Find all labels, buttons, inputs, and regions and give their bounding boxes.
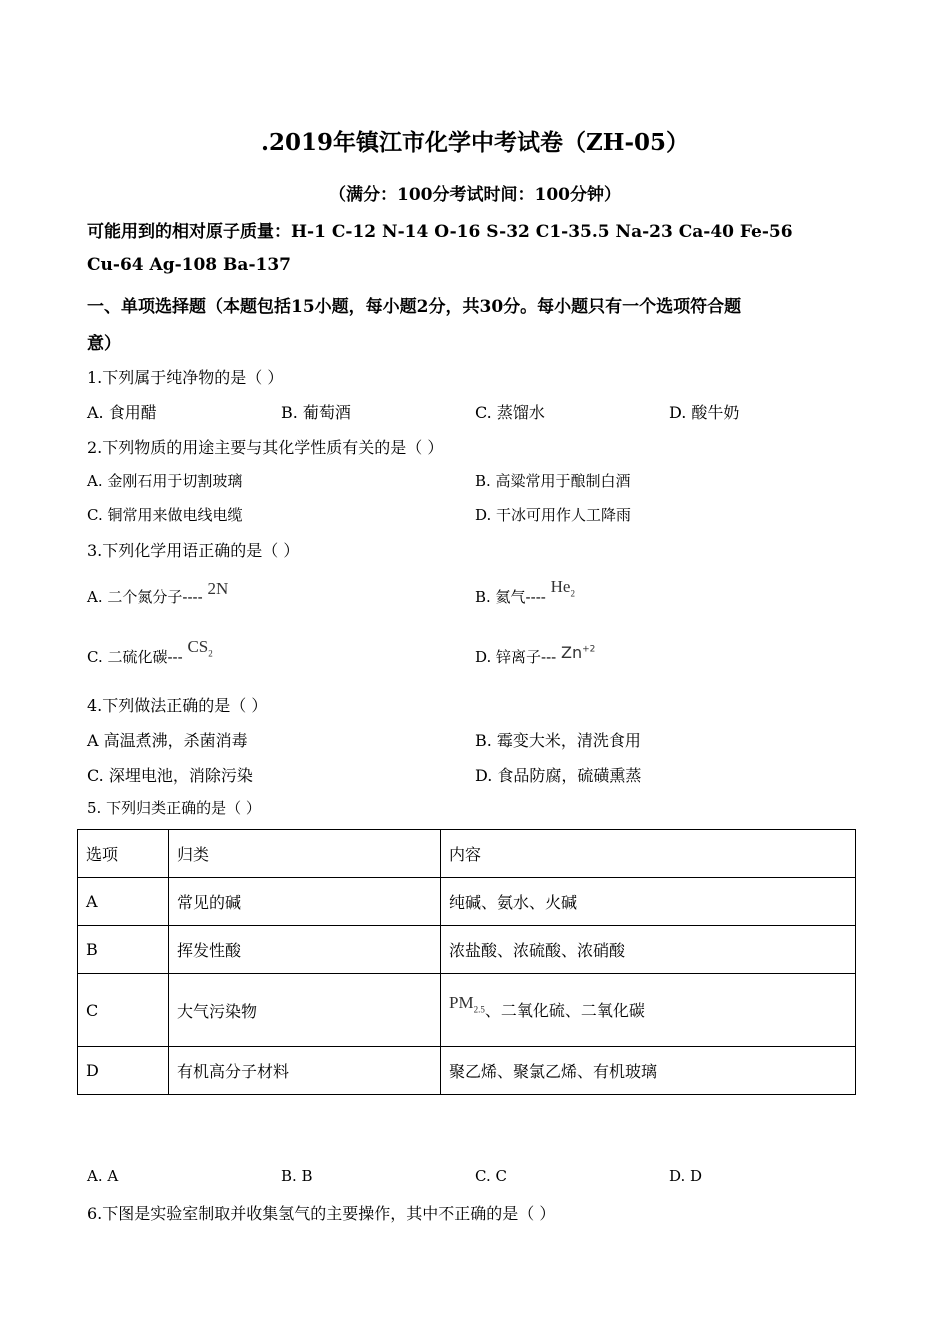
question-1-stem: 1.下列属于纯净物的是（ ） — [87, 368, 284, 387]
q3-option-d-text: D. 锌离子--- — [475, 648, 557, 666]
q3-option-c — [87, 637, 213, 668]
table-header-row — [78, 830, 856, 878]
q3-option-c-text: C. 二硫化碳--- — [87, 648, 183, 666]
table-row — [78, 974, 856, 1047]
table-cell: A — [78, 878, 169, 926]
atomic-masses-line2: Cu-64 Ag-108 Ba-137 — [87, 255, 291, 275]
q3-option-d-formula — [561, 643, 595, 662]
table-row — [78, 1047, 856, 1095]
page-title: .2019年镇江市化学中考试卷（ZH-05） — [260, 129, 690, 156]
table-cell: 挥发性酸 — [169, 926, 441, 974]
q2-option-c: C. 铜常用来做电线电缆 — [87, 506, 243, 524]
q3-option-a-formula: 2N — [207, 579, 229, 598]
table-cell: 大气污染物 — [169, 974, 441, 1047]
table-cell: 纯碱、氨水、火碱 — [441, 878, 856, 926]
question-6-stem: 6.下图是实验室制取并收集氢气的主要操作，其中不正确的是（ ） — [87, 1204, 556, 1223]
table-cell — [441, 974, 856, 1047]
q3-option-c-formula — [187, 637, 212, 658]
q5-option-a: A. A — [87, 1167, 119, 1185]
q3-option-d — [475, 643, 596, 667]
pm-formula-main: PM — [449, 992, 474, 1012]
question-2-stem: 2.下列物质的用途主要与其化学性质有关的是（ ） — [87, 438, 444, 457]
table-header-cell: 内容 — [441, 830, 856, 878]
q4-option-c: C. 深埋电池，消除污染 — [87, 766, 253, 785]
q2-option-d: D. 干冰可用作人工降雨 — [475, 506, 632, 524]
table-header-cell: 归类 — [169, 830, 441, 878]
q4-option-a: A 高温煮沸，杀菌消毒 — [87, 731, 248, 750]
q5-option-b: B. B — [281, 1167, 313, 1185]
q4-option-b: B. 霉变大米，清洗食用 — [475, 731, 641, 750]
atomic-masses-line1: 可能用到的相对原子质量：H-1 C-12 N-14 O-16 S-32 C1-35.5 Na-23 Ca-40 Fe-56 — [87, 222, 793, 242]
q2-option-b: B. 高粱常用于酿制白酒 — [475, 472, 631, 490]
q3-c-formula-sub: 2 — [208, 648, 213, 659]
table-cell: 聚乙烯、聚氯乙烯、有机玻璃 — [441, 1047, 856, 1095]
section-heading-line1: 一、单项选择题（本题包括15小题，每小题2分，共30分。每小题只有一个选项符合题 — [87, 297, 742, 317]
q1-option-a: A. 食用醋 — [87, 403, 157, 422]
q1-option-c: C. 蒸馏水 — [475, 403, 545, 422]
table-cell: C — [78, 974, 169, 1047]
section-heading-line2: 意） — [87, 334, 121, 354]
q3-d-formula-sup: +2 — [582, 644, 596, 655]
q3-b-formula-main: He — [550, 577, 571, 596]
table-cell: 有机高分子材料 — [169, 1047, 441, 1095]
q3-option-a — [87, 579, 229, 607]
q3-d-formula-main: Zn — [561, 643, 583, 662]
q3-option-b-formula — [551, 577, 575, 598]
question-4-stem: 4.下列做法正确的是（ ） — [87, 696, 268, 715]
table-row — [78, 926, 856, 974]
q3-b-formula-sub: 2 — [570, 588, 575, 599]
pm-formula-sub: 2.5 — [473, 1004, 485, 1015]
q3-option-b — [475, 577, 575, 608]
q1-option-b: B. 葡萄酒 — [281, 403, 351, 422]
table-row — [78, 878, 856, 926]
q3-option-b-text: B. 氦气---- — [475, 588, 546, 606]
table-cell: B — [78, 926, 169, 974]
table-header-cell: 选项 — [78, 830, 169, 878]
q1-option-d: D. 酸牛奶 — [669, 403, 740, 422]
q3-c-formula-main: CS — [187, 637, 209, 656]
question-5-stem: 5. 下列归类正确的是（ ） — [87, 799, 261, 817]
table-cell: 常见的碱 — [169, 878, 441, 926]
q5-option-d: D. D — [669, 1167, 703, 1185]
page-subtitle: （满分：100分考试时间：100分钟） — [329, 185, 621, 205]
q3-option-a-text: A. 二个氮分子---- — [87, 588, 203, 606]
pm25-formula — [449, 993, 485, 1014]
q4-option-d: D. 食品防腐，硫磺熏蒸 — [475, 766, 642, 785]
q5-option-c: C. C — [475, 1167, 507, 1185]
question-3-stem: 3.下列化学用语正确的是（ ） — [87, 541, 300, 560]
table-cell: D — [78, 1047, 169, 1095]
q2-option-a: A. 金刚石用于切割玻璃 — [87, 472, 243, 490]
pollutant-list: 、二氧化硫、二氧化碳 — [484, 1000, 645, 1020]
table-cell: 浓盐酸、浓硫酸、浓硝酸 — [441, 926, 856, 974]
classification-table — [77, 829, 856, 1095]
